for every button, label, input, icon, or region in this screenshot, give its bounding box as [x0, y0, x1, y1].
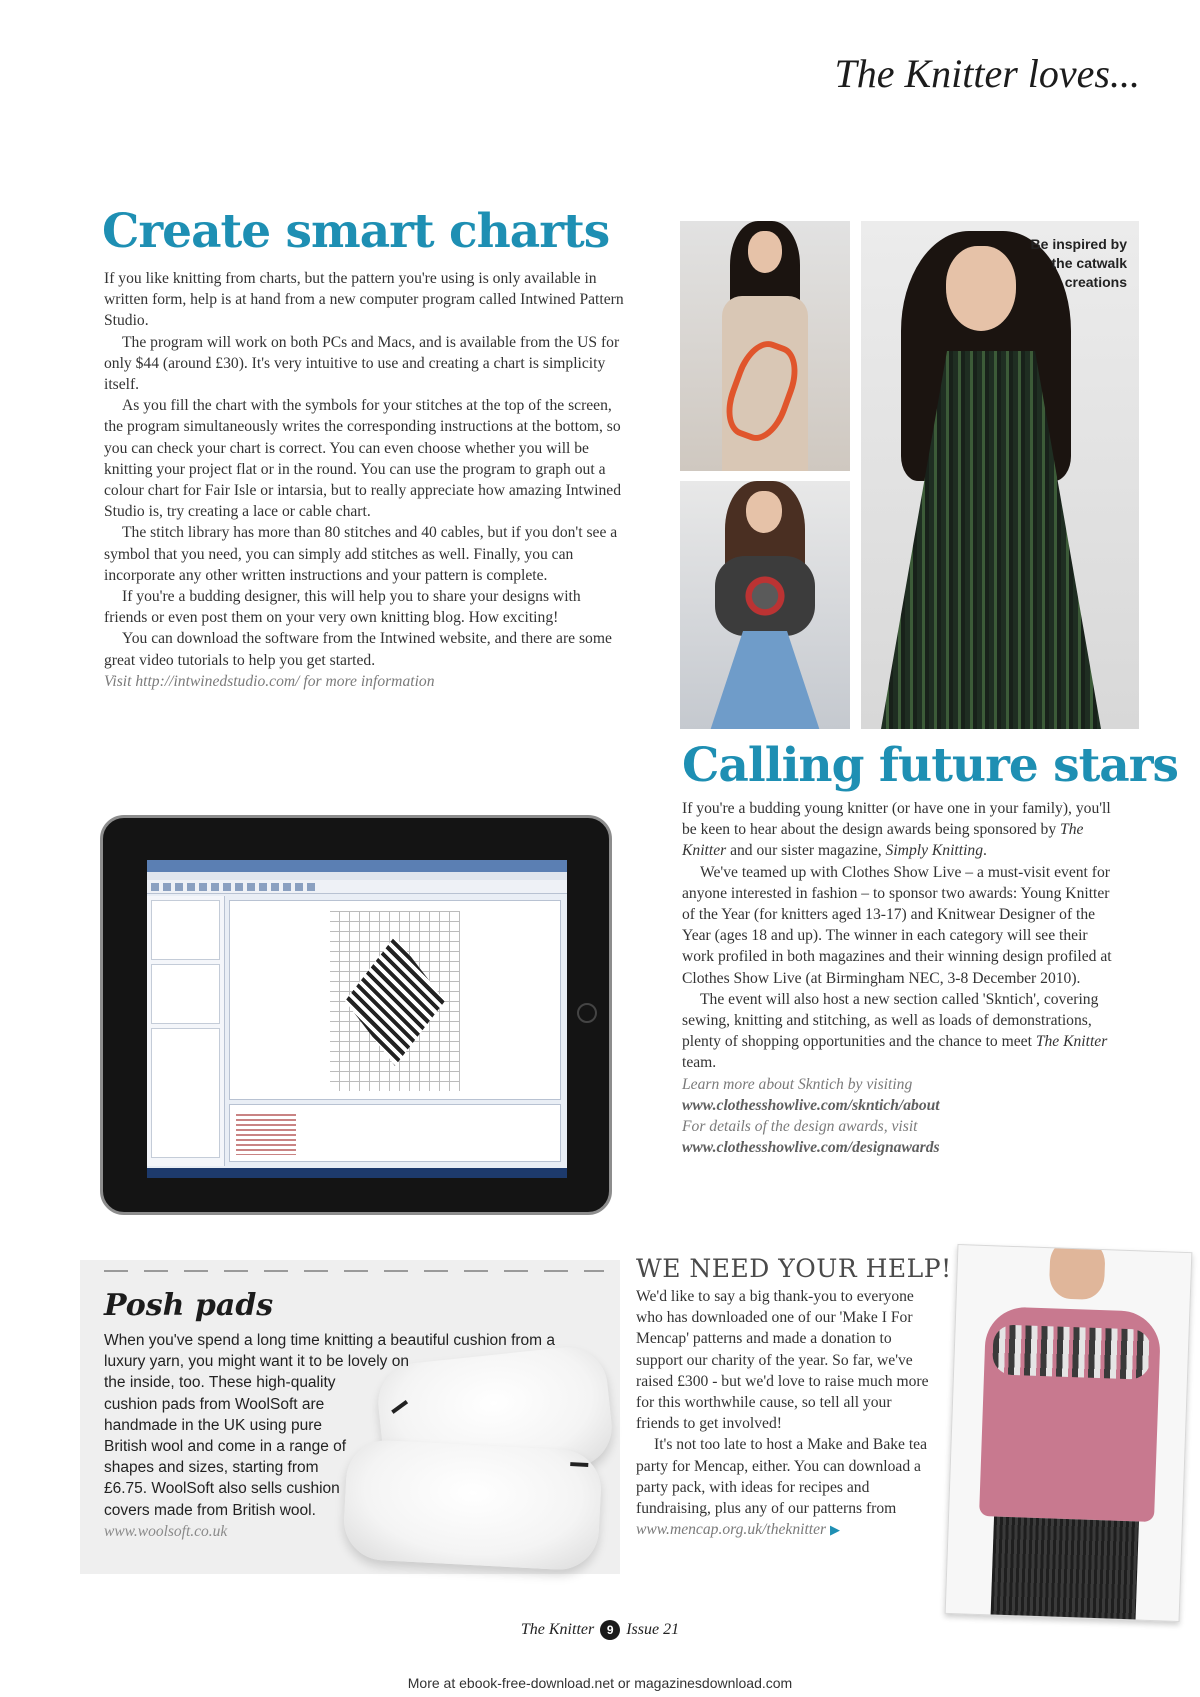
catwalk-photo-1: [680, 221, 850, 471]
photo-caption: Be inspired by the catwalk creations: [1030, 236, 1127, 290]
cushion-image: [342, 1438, 603, 1571]
paragraph: When you've spend a long time knitting a beautiful cushion from a luxury yarn, you might want it to be lovely on: [104, 1332, 555, 1371]
article-title-stars: Calling future stars: [682, 738, 1178, 793]
paragraph: If you like knitting from charts, but the pattern you're using is only available in written form, help is at hand from a new computer program called Intwined Pattern Studio.: [104, 270, 624, 330]
page-footer: [0, 1620, 1200, 1640]
stitch-library-panel: [147, 896, 225, 1166]
info-text: For details of the design awards, visit: [682, 1118, 918, 1136]
woolsoft-link[interactable]: www.woolsoft.co.uk: [104, 1522, 228, 1540]
article-title-charts: Create smart charts: [102, 204, 610, 259]
window-titlebar: [147, 860, 567, 872]
mencap-link[interactable]: www.mencap.org.uk/theknitter: [636, 1521, 827, 1539]
page-number: 9: [600, 1620, 620, 1640]
design-awards-link[interactable]: www.clothesshowlive.com/designawards: [682, 1139, 940, 1157]
article-body-stars: [682, 798, 1112, 1158]
paragraph: We've teamed up with Clothes Show Live – a must-visit event for anyone interested in fashion – to sponsor two awards: Young Knitter of the Year (for knitters aged 13-17) and Knitwear Designer of the Year (ages 18 and up). The winner in each category will see their work profiled in both magazines and their winning design profiled at Clothes Show Live (at Birmingham NEC, 3-8 December 2010).: [682, 863, 1112, 987]
catwalk-photo-main: [861, 221, 1139, 729]
model-head: [1049, 1244, 1106, 1300]
article-body-help: [636, 1286, 936, 1540]
paragraph: If you're a budding designer, this will help you to share your designs with friends or even post them on your very own knitting blog. How exciting!: [104, 588, 581, 627]
paragraph: the inside, too. These high-quality cushion pads from WoolSoft are handmade in the UK using pure British wool and come in a range of shapes and sizes, starting from £6.75. WoolSoft also sells cushion covers made from British wool.: [104, 1374, 347, 1519]
source-note: More at ebook-free-download.net or magazinesdownload.com: [407, 1675, 793, 1691]
dashed-divider: [104, 1270, 604, 1272]
paragraph: The stitch library has more than 80 stitches and 40 cables, but if you don't see a symbol that you need, you can simply add stitches as well. Finally, you can incorporate any other written instructions and your pattern is complete.: [104, 524, 618, 584]
paragraph: If you're a budding young knitter (or have one in your family), you'll be keen to hear about the design awards being sponsored by The Knitter and our sister magazine, Simply Knitting.: [682, 800, 1111, 860]
paragraph: We'd like to say a big thank-you to everyone who has downloaded one of our 'Make I For Mencap' patterns and made a donation to support our charity of the year. So far, we've raised £300 - but we'd love to raise much more for this worthwhile cause, so tell all your friends to get involved!: [636, 1288, 929, 1433]
tablet-image: [100, 815, 612, 1215]
software-screenshot: [147, 860, 567, 1178]
written-instructions-panel: [229, 1104, 561, 1162]
sweater-photo: [945, 1244, 1193, 1622]
magazine-name: The Knitter: [520, 1621, 595, 1638]
skntich-link[interactable]: www.clothesshowlive.com/skntich/about: [682, 1096, 940, 1114]
article-title-help: WE NEED YOUR HELP!: [636, 1254, 952, 1283]
arrow-right-icon: ▶: [830, 1522, 841, 1538]
article-title-posh: Posh pads: [104, 1288, 274, 1323]
paragraph: As you fill the chart with the symbols for your stitches at the top of the screen, the program simultaneously writes the corresponding instructions at the bottom, so you can check your chart is correct. You can even choose whether you will be knitting your project flat or in the round. You can use the program to graph out a colour chart for Fair Isle or intarsia, but to really appreciate how amazing Intwined Studio is, try creating a lace or cable chart.: [104, 397, 621, 521]
fair-isle-yoke: [992, 1324, 1152, 1379]
window-toolbar: [147, 880, 567, 894]
window-menubar: [147, 872, 567, 880]
chart-canvas: [229, 900, 561, 1100]
paragraph: The event will also host a new section called 'Skntich', covering sewing, knitting and stitching, as well as loads of demonstrations, plenty of shopping opportunities and the chance to meet The Knitter team.: [682, 990, 1108, 1072]
issue-number: Issue 21: [626, 1621, 680, 1638]
section-tag: The Knitter loves...: [834, 51, 1140, 96]
catwalk-photo-2: [680, 481, 850, 729]
visit-link-text[interactable]: Visit http://intwinedstudio.com/ for more information: [104, 672, 435, 690]
paragraph: It's not too late to host a Make and Bake tea party for Mencap, either. You can download a party pack, with ideas for recipes and fundraising, plus any of our patterns from: [636, 1436, 928, 1518]
info-text: Learn more about Skntich by visiting: [682, 1075, 913, 1093]
paragraph: The program will work on both PCs and Macs, and is available from the US for only $44 (around £30). It's very intuitive to use and creating a chart is simplicity itself.: [104, 333, 620, 394]
article-body-charts: [104, 268, 624, 692]
paragraph: You can download the software from the Intwined website, and there are some great video tutorials to help you get started.: [104, 630, 612, 669]
home-button-icon: [577, 1003, 597, 1023]
taskbar: [147, 1168, 567, 1178]
skirt: [991, 1516, 1139, 1621]
article-body-posh: [104, 1330, 555, 1542]
posh-pads-panel: [80, 1260, 620, 1574]
